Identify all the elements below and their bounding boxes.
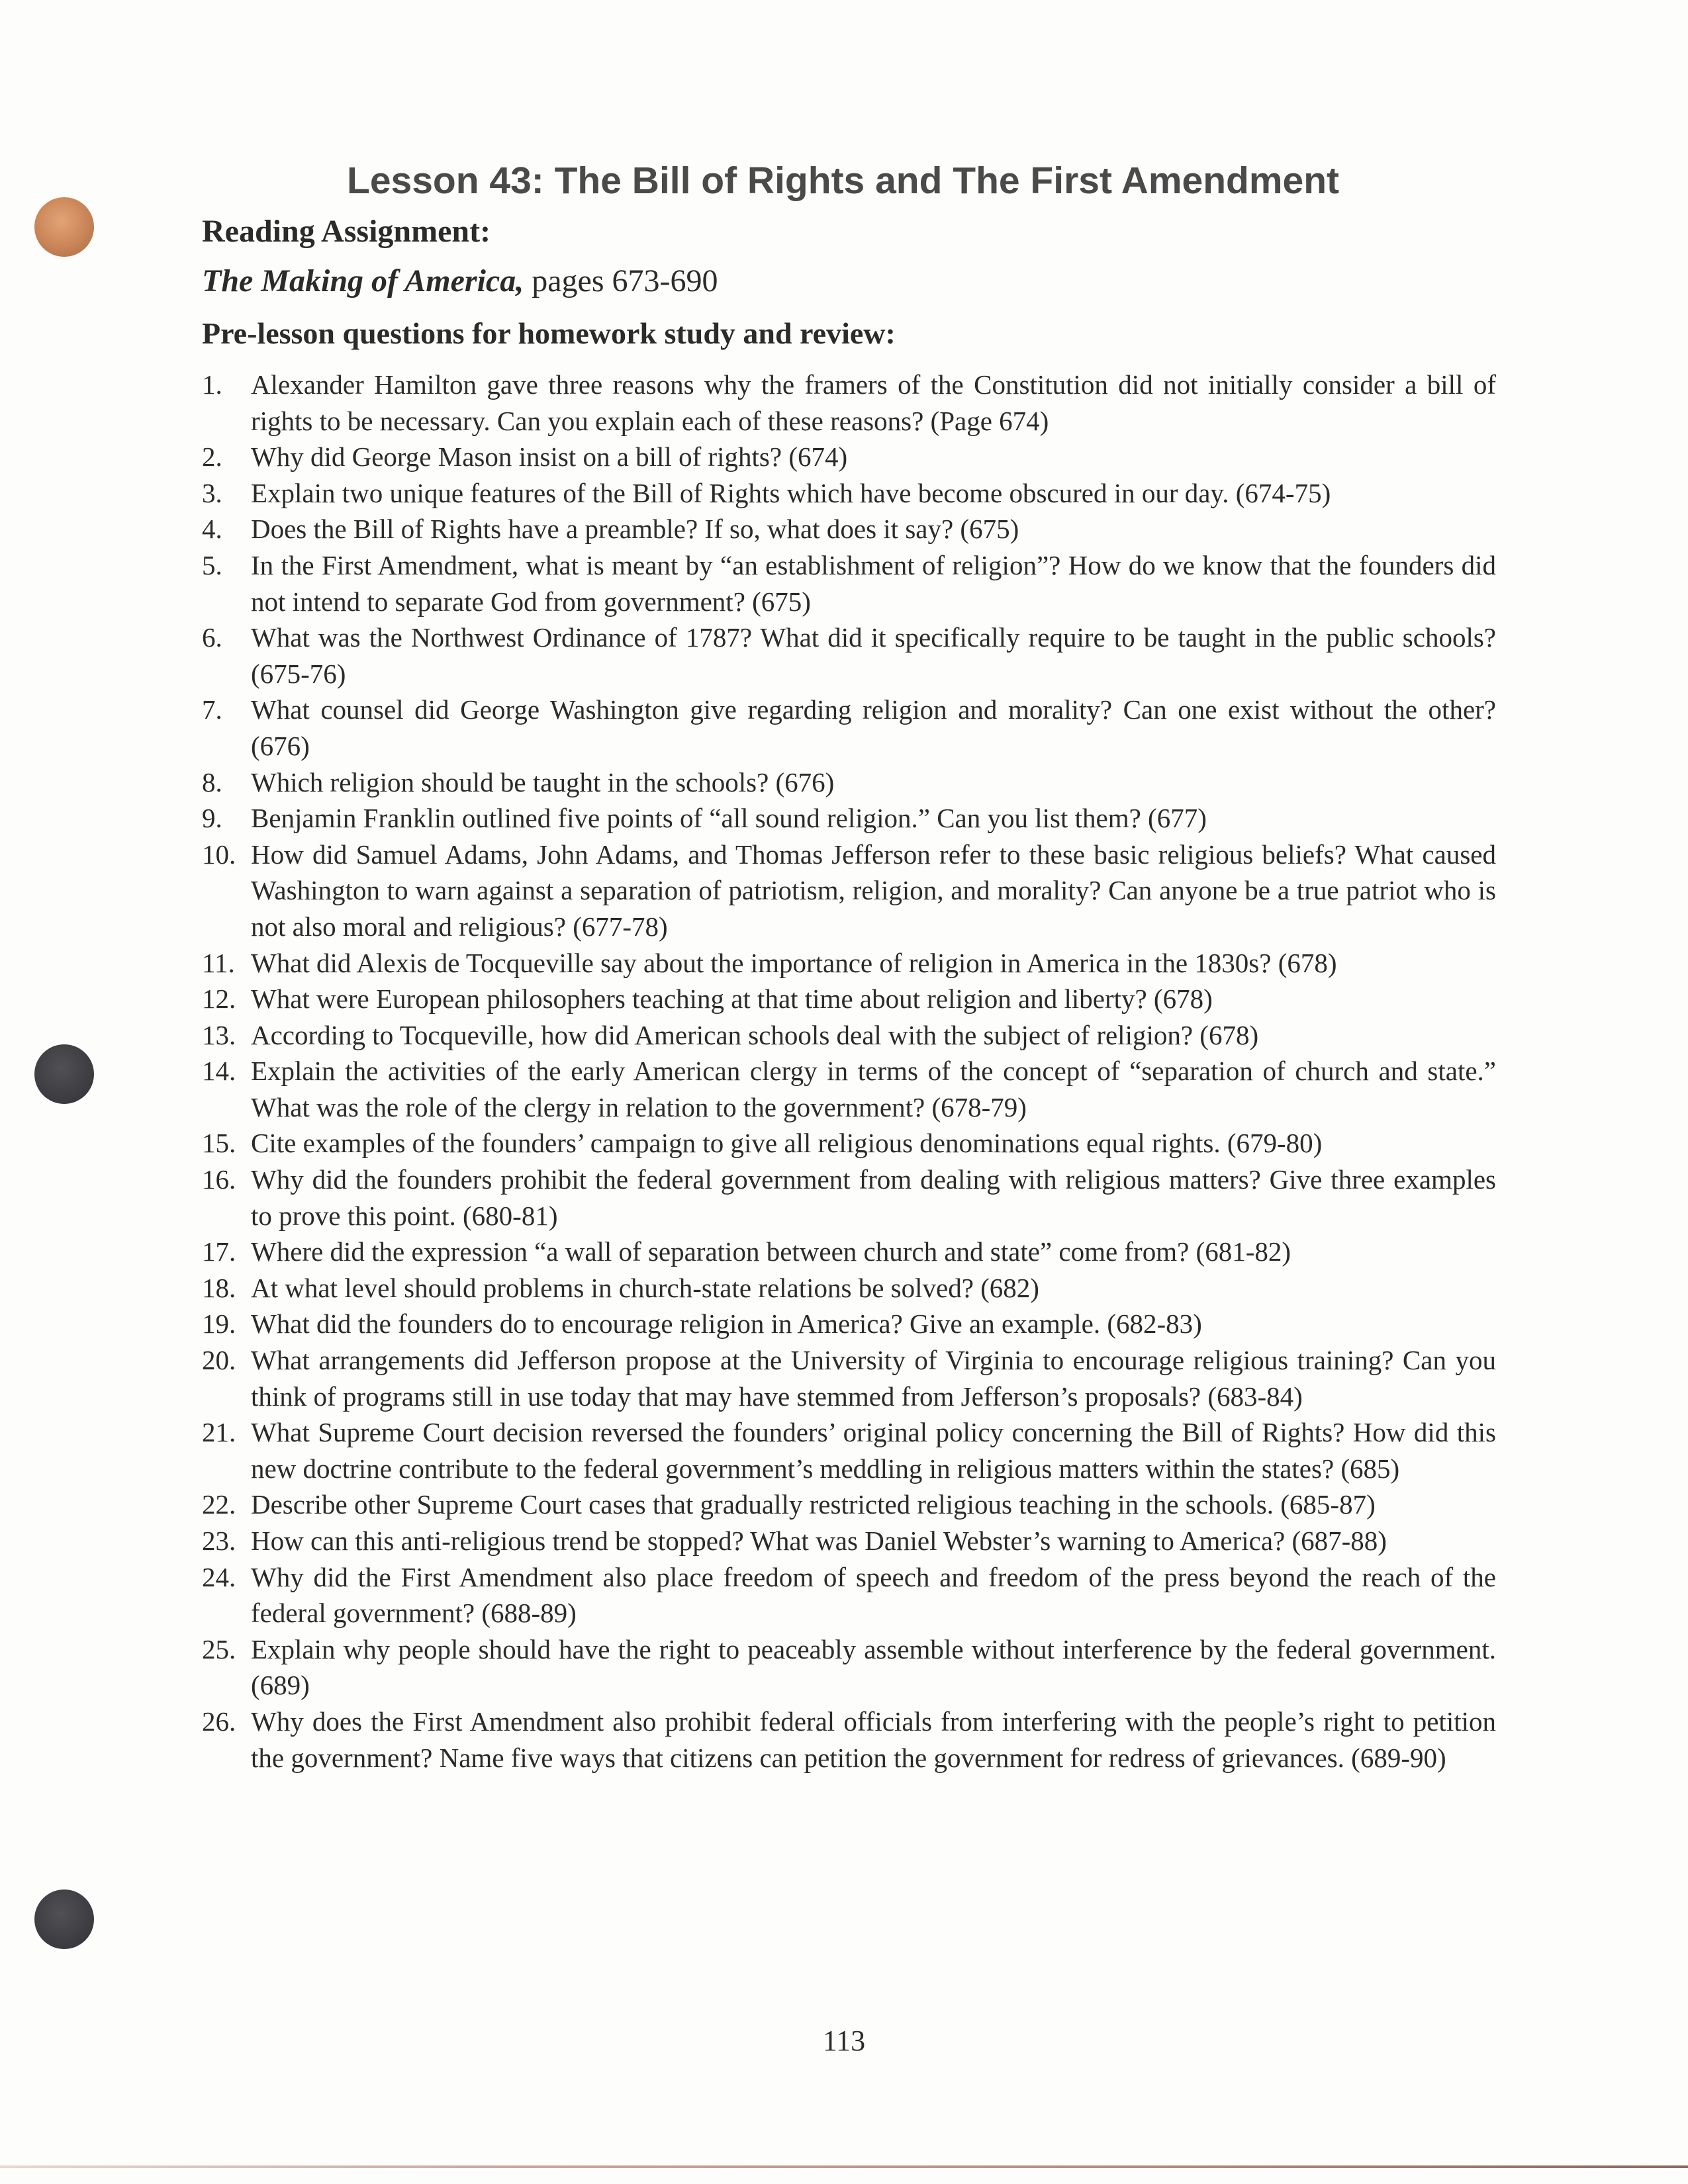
question-number: 20. [202, 1345, 236, 1376]
question-item [202, 1486, 1496, 1523]
question-item [202, 1270, 1496, 1306]
question-number: 17. [202, 1236, 236, 1267]
question-item [202, 764, 1496, 801]
binder-hole-middle [34, 1044, 94, 1104]
question-text: Explain the activities of the early American clergy in terms of the concept of “separation of church and state.” What was the role of the clergy in relation to the government? (678-79) [251, 1056, 1496, 1122]
question-item [202, 367, 1496, 439]
question-text: Why did George Mason insist on a bill of rights? (674) [251, 441, 848, 473]
question-number: 2. [202, 441, 222, 473]
question-number: 4. [202, 514, 222, 545]
question-text: How did Samuel Adams, John Adams, and Thomas Jefferson refer to these basic religious beliefs? What caused Washington to warn against a separation of patriotism, religion, and morality? Can anyone be a true patriot who is not also moral and religious? (677-78) [251, 839, 1496, 942]
question-list [202, 367, 1496, 1776]
question-text: What were European philosophers teaching at that time about religion and liberty? (678) [251, 983, 1213, 1015]
question-text: Why did the First Amendment also place freedom of speech and freedom of the press beyond the reach of the federal government? (688-89) [251, 1561, 1496, 1629]
binder-hole-top [34, 197, 94, 257]
bottom-edge-line [0, 2165, 1688, 2168]
question-number: 16. [202, 1164, 236, 1195]
question-item [202, 1414, 1496, 1486]
question-item [202, 1523, 1496, 1559]
question-item [202, 619, 1496, 692]
question-item [202, 1125, 1496, 1161]
question-item [202, 1161, 1496, 1234]
question-item [202, 1053, 1496, 1125]
question-text: What arrangements did Jefferson propose at the University of Virginia to encourage religious training? Can you think of programs still in use today that may have stemmed from Jefferson’s proposals? (683-84) [251, 1345, 1496, 1412]
question-item [202, 1342, 1496, 1414]
question-number: 14. [202, 1056, 236, 1087]
question-number: 3. [202, 477, 222, 508]
question-text: Describe other Supreme Court cases that gradually restricted religious teaching in the schools. (685-87) [251, 1489, 1376, 1520]
question-number: 23. [202, 1525, 236, 1556]
question-number: 19. [202, 1308, 236, 1340]
question-text: How can this anti-religious trend be stopped? What was Daniel Webster’s warning to America? (687-88) [251, 1525, 1387, 1556]
question-number: 6. [202, 622, 222, 653]
question-number: 25. [202, 1633, 236, 1664]
question-text: Explain why people should have the right to peaceably assemble without interference by the federal government. (689) [251, 1633, 1496, 1701]
question-item [202, 1306, 1496, 1342]
question-text: What was the Northwest Ordinance of 1787? What did it specifically require to be taught in the public schools? (675-76) [251, 622, 1496, 689]
question-number: 21. [202, 1417, 236, 1448]
question-text: Does the Bill of Rights have a preamble? If so, what does it say? (675) [251, 514, 1019, 545]
question-text: What Supreme Court decision reversed the founders’ original policy concerning the Bill of Rights? How did this new doctrine contribute to the federal government’s meddling in religious matters within the states? (685) [251, 1417, 1496, 1484]
question-item [202, 547, 1496, 619]
question-text: According to Tocqueville, how did American schools deal with the subject of religion? (678) [251, 1019, 1259, 1050]
question-item [202, 981, 1496, 1017]
question-text: In the First Amendment, what is meant by “an establishment of religion”? How do we know that the founders did not intend to separate God from government? (675) [251, 549, 1496, 617]
question-text: Explain two unique features of the Bill of Rights which have become obscured in our day. (674-75) [251, 477, 1331, 508]
question-number: 15. [202, 1128, 236, 1159]
lesson-title: Lesson 43: The Bill of Rights and The First Amendment [347, 159, 1340, 202]
question-number: 12. [202, 983, 236, 1015]
question-number: 26. [202, 1706, 236, 1737]
question-item [202, 439, 1496, 475]
question-text: Which religion should be taught in the schools? (676) [251, 766, 835, 797]
question-item [202, 1234, 1496, 1270]
question-item [202, 475, 1496, 512]
question-number: 18. [202, 1272, 236, 1303]
reading-assignment-heading: Reading Assignment: [202, 214, 491, 249]
question-item [202, 692, 1496, 764]
binder-hole-bottom [34, 1889, 94, 1949]
question-text: Why did the founders prohibit the federal government from dealing with religious matters? Give three examples to prove this point. (680-81) [251, 1164, 1496, 1231]
question-item [202, 945, 1496, 981]
question-text: What did Alexis de Tocqueville say about the importance of religion in America in the 1830s? (678) [251, 947, 1337, 978]
question-text: Why does the First Amendment also prohibit federal officials from interfering with the people’s right to petition the government? Name five ways that citizens can petition the government for redress of grievances. (689-90) [251, 1706, 1496, 1773]
question-text: Benjamin Franklin outlined five points of “all sound religion.” Can you list them? (677) [251, 803, 1207, 834]
question-text: What counsel did George Washington give regarding religion and morality? Can one exist without the other? (676) [251, 694, 1496, 761]
question-item [202, 800, 1496, 837]
question-number: 7. [202, 694, 222, 725]
question-item [202, 1559, 1496, 1631]
questions-heading: Pre-lesson questions for homework study and review: [202, 316, 896, 350]
question-number: 11. [202, 947, 235, 978]
question-item [202, 1704, 1496, 1776]
question-number: 24. [202, 1561, 236, 1592]
question-number: 13. [202, 1019, 236, 1050]
question-text: Alexander Hamilton gave three reasons why the framers of the Constitution did not initially consider a bill of rights to be necessary. Can you explain each of these reasons? (Page 674) [251, 369, 1496, 436]
question-text: Where did the expression “a wall of separation between church and state” come from? (681-82) [251, 1236, 1291, 1267]
book-title: The Making of America, [202, 263, 524, 298]
question-item [202, 511, 1496, 547]
question-item [202, 1631, 1496, 1704]
page-number: 113 [822, 2025, 866, 2057]
question-number: 22. [202, 1489, 236, 1520]
question-text: Cite examples of the founders’ campaign to give all religious denominations equal rights. (679-80) [251, 1128, 1323, 1159]
question-number: 9. [202, 803, 222, 834]
question-text: At what level should problems in church-state relations be solved? (682) [251, 1272, 1039, 1303]
question-number: 1. [202, 369, 222, 400]
question-number: 10. [202, 839, 236, 870]
reading-assignment-line [202, 263, 718, 299]
question-number: 8. [202, 766, 222, 797]
question-text: What did the founders do to encourage religion in America? Give an example. (682-83) [251, 1308, 1202, 1340]
book-pages: pages 673-690 [524, 263, 718, 298]
question-number: 5. [202, 549, 222, 580]
question-item [202, 1017, 1496, 1054]
question-item [202, 837, 1496, 945]
